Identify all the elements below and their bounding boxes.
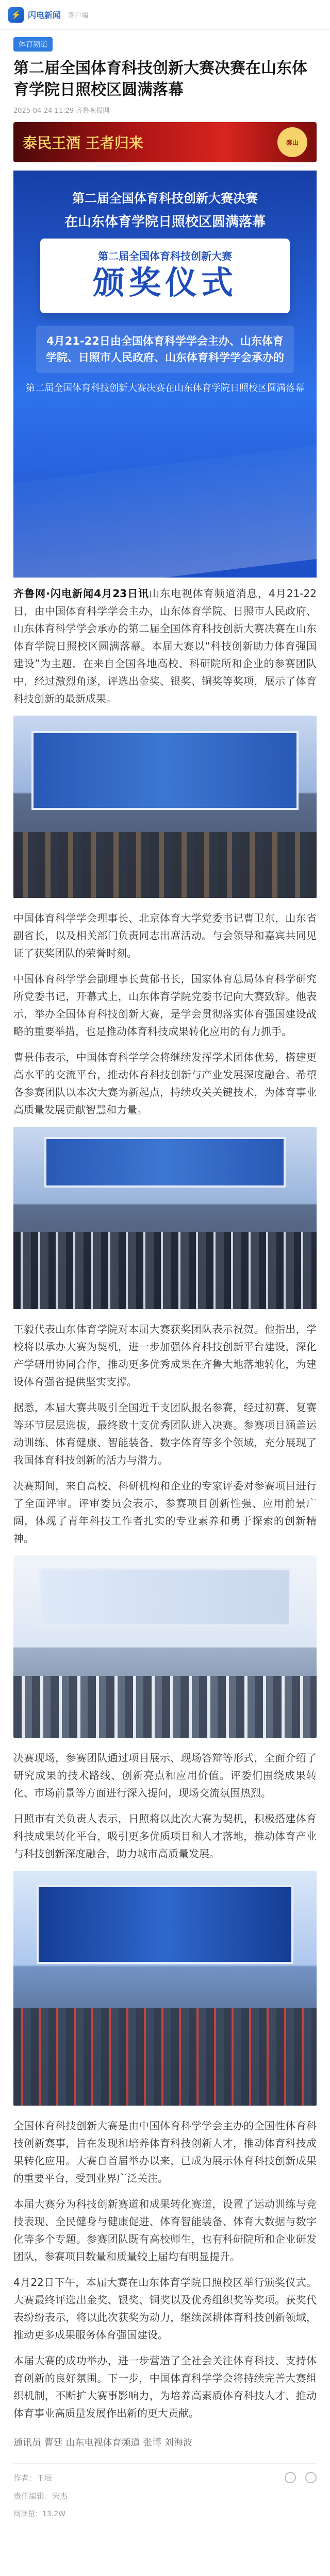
paragraph xyxy=(13,585,317,707)
top-bar xyxy=(0,0,330,30)
banner-date-text: 4月21-22日由全国体育科学学会主办、山东体育学院、日照市人民政府、山东体育科学学会承办的 xyxy=(36,326,294,373)
article-meta: 2025-04-24 11:29 齐鲁晚报网 xyxy=(13,107,110,115)
paragraph: 据悉，本届大赛共吸引全国近千支团队报名参赛，经过初赛、复赛等环节层层选拔，最终数十支优秀团队进入决赛。参赛项目涵盖运动训练、体育健康、智能装备、数字体育等多个领域，充分展现了我国体育科技创新的活力与潜力。 xyxy=(13,1401,317,1466)
paragraph: 中国体育科学学会理事长、北京体育大学党委书记曹卫东，山东省副省长，以及相关部门负责同志出席活动。与会领导和嘉宾共同见证了获奖团队的荣誉时刻。 xyxy=(13,912,317,959)
advertisement-banner[interactable] xyxy=(13,122,317,162)
event-banner-image xyxy=(13,171,317,578)
conference-photo xyxy=(13,716,317,898)
ad-logo: 泰山 xyxy=(277,127,307,157)
app-logo[interactable] xyxy=(8,7,61,23)
article-content xyxy=(0,30,330,2519)
editor-credit: 通讯员 曹廷 山东电视体育频道 张博 刘海波 xyxy=(13,2437,192,2448)
paragraph: 日照市有关负责人表示，日照将以此次大赛为契机，积极搭建体育科技成果转化平台，吸引更多优质项目和人才落地，推动体育产业与科技创新深度融合，助力城市高质量发展。 xyxy=(13,1812,317,1860)
editor-row xyxy=(13,2490,317,2501)
award-ceremony-photo xyxy=(13,1871,317,2106)
paragraph: 本届大赛分为科技创新赛道和成果转化赛道，设置了运动训练与竞技表现、全民健身与健康促进、体育智能装备、体育大数据与数字化等多个专题。参赛团队既有高校师生，也有科研院所和企业研发团队，参赛项目数量和质量较上届均有明显提升。 xyxy=(13,2198,317,2263)
exhibition-photo xyxy=(13,1555,317,1738)
banner-line-1: 第二届全国体育科技创新大赛决赛 xyxy=(72,191,258,206)
like-icon[interactable] xyxy=(285,2472,296,2483)
channel-tag[interactable]: 体育频道 xyxy=(13,37,53,52)
paragraph: 王毅代表山东体育学院对本届大赛获奖团队表示祝贺。他指出，学校将以承办大赛为契机，进一步加强体育科技创新平台建设，深化产学研用协同合作，推动更多优秀成果在齐鲁大地落地转化，为建设体育强省提供坚实支撑。 xyxy=(13,1323,317,1388)
article-body xyxy=(13,585,317,2422)
ceremony-title: 第二届全国体育科技创新大赛 xyxy=(98,250,232,262)
ceremony-main: 颁奖仪式 xyxy=(92,264,237,301)
audience-photo xyxy=(13,1127,317,1309)
paragraph: 曹景伟表示，中国体育科学学会将继续发挥学术团体优势，搭建更高水平的交流平台，推动体育科技创新与产业发展深度融合。希望各参赛团队以本次大赛为新起点，持续攻关关键技术，为体育事业高质量发展贡献智慧和力量。 xyxy=(13,1051,317,1116)
paragraph-text: 山东电视体育频道消息，4月21-22日，由中国体育科学学会主办，山东体育学院、日照市人民政府、山东体育科学学会承办的第二届全国体育科技创新大赛决赛在山东体育学院日照校区圆满落幕。本届大赛以“科技创新助力体育强国建设”为主题，在来自全国各地高校、科研院所和企业的参赛团队中，经过激烈角逐，评选出金奖、银奖、铜奖等奖项，展示了体育科技创新的最新成果。 xyxy=(13,587,317,705)
paragraph: 中国体育科学学会副理事长黄郁书长，国家体育总局体育科学研究所党委书记，开幕式上，山东体育学院党委书记向大赛致辞。他表示，举办全国体育科技创新大赛，是学会贯彻落实体育强国建设战略的重要举措，也是推动体育科技成果转化应用的有力抓手。 xyxy=(13,973,317,1038)
ad-text: 泰民王酒 王者归来 xyxy=(23,134,143,151)
share-icons xyxy=(285,2472,317,2483)
paragraph: 本届大赛的成功举办，进一步营造了全社会关注体育科技、支持体育创新的良好氛围。下一步，中国体育科学学会将持续完善大赛组织机制，不断扩大赛事影响力，为培养高素质体育科技人才、推动体育事业高质量发展作出新的更大贡献。 xyxy=(13,2354,317,2419)
app-name: 闪电新闻 xyxy=(28,11,61,20)
share-icon[interactable] xyxy=(305,2472,317,2483)
banner-subtext: 第二届全国体育科技创新大赛决赛在山东体育学院日照校区圆满落幕 xyxy=(26,383,304,394)
paragraph: 4月22日下午，本届大赛在山东体育学院日照校区举行颁奖仪式。大赛最终评选出金奖、银奖、铜奖以及优秀组织奖等奖项。获奖代表纷纷表示，将以此次获奖为动力，继续深耕体育科技创新领域，推动更多成果服务体育强国建设。 xyxy=(13,2276,317,2341)
ceremony-card xyxy=(40,239,290,313)
lightning-icon: ⚡ xyxy=(8,7,24,23)
paragraph-lead: 齐鲁网·闪电新闻4月23日讯 xyxy=(13,587,150,600)
source-text: 作者：王辰 xyxy=(13,2473,53,2483)
read-count: 阅读量：13.2W xyxy=(13,2510,66,2518)
article-title: 第二届全国体育科技创新大赛决赛在山东体育学院日照校区圆满落幕 xyxy=(13,59,307,99)
source-row xyxy=(13,2472,317,2483)
paragraph: 决赛现场，参赛团队通过项目展示、现场答辩等形式，全面介绍了研究成果的技术路线、创新亮点和应用价值。评委们围绕成果转化、市场前景等方面进行深入提问，现场交流氛围热烈。 xyxy=(13,1752,317,1799)
app-subtitle: 客户端 xyxy=(68,12,89,20)
responsible-editor: 责任编辑：宋杰 xyxy=(13,2492,68,2501)
paragraph: 全国体育科技创新大赛是由中国体育科学学会主办的全国性体育科技创新赛事，旨在发现和培养体育科技创新人才，推动体育科技成果转化应用。大赛自首届举办以来，已成为展示体育科技创新成果的重要平台，受到业界广泛关注。 xyxy=(13,2120,317,2184)
paragraph: 决赛期间，来自高校、科研机构和企业的专家评委对参赛项目进行了全面评审。评审委员会表示，参赛项目创新性强、应用前景广阔，体现了青年科技工作者扎实的专业素养和勇于探索的创新精神。 xyxy=(13,1480,317,1545)
divider xyxy=(13,2463,317,2464)
banner-line-2: 在山东体育学院日照校区圆满落幕 xyxy=(64,214,266,230)
